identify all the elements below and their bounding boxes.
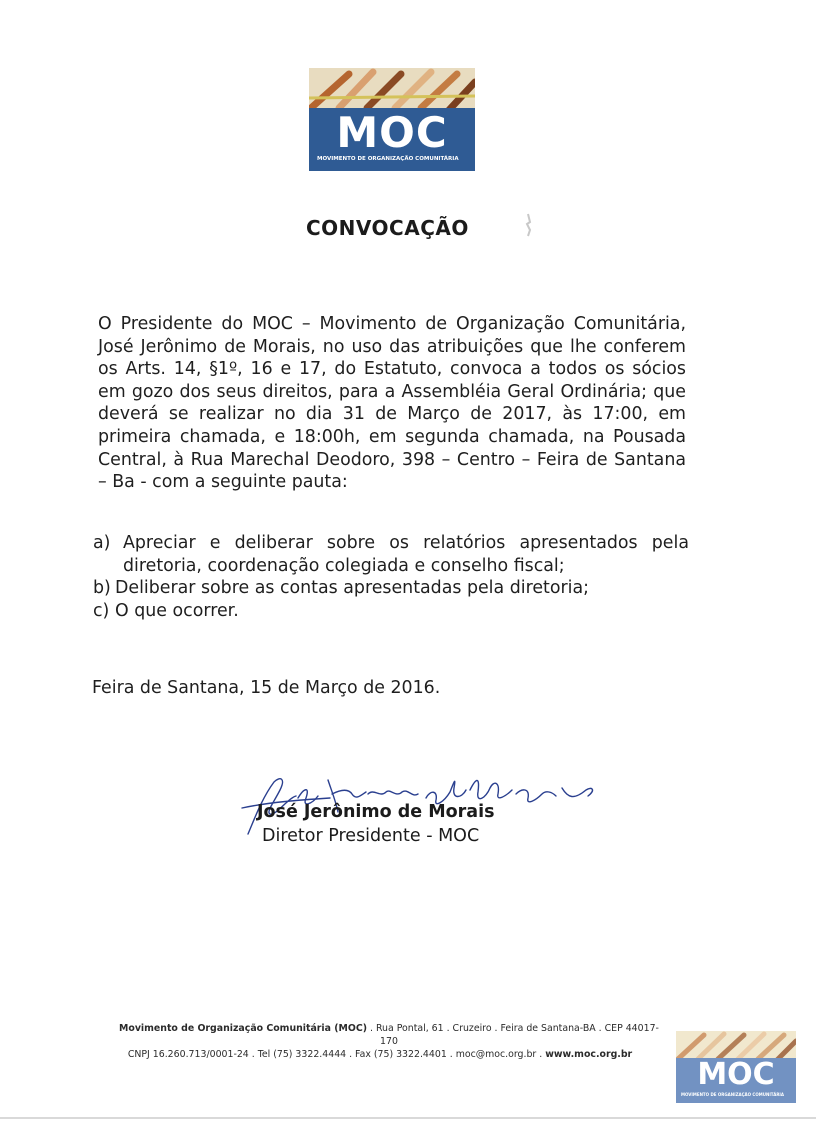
footer-contacts: CNPJ 16.260.713/0001-24 . Tel (75) 3322.4444 . Fax (75) 3322.4401 . moc@moc.org.br .: [127, 1049, 546, 1060]
footer-line-1: [100, 1022, 660, 1048]
agenda-marker: a): [93, 533, 111, 553]
agenda-item-b: [93, 577, 689, 600]
dateline: Feira de Santana, 15 de Março de 2016.: [92, 678, 441, 698]
agenda-list: [93, 532, 689, 622]
signatory-name: José Jerônimo de Morais: [257, 802, 495, 822]
scan-speck-icon: [523, 212, 533, 238]
agenda-marker: c): [93, 600, 110, 621]
logo-wordmark: MOC: [336, 108, 448, 157]
document-title: CONVOCAÇÃO: [306, 216, 469, 240]
footer-address: [100, 1022, 660, 1061]
agenda-item-a: [93, 532, 689, 577]
footer-address-text: . Rua Pontal, 61 . Cruzeiro . Feira de Santana-BA . CEP 44017-170: [367, 1023, 659, 1047]
logo-tagline: MOVIMENTO DE ORGANIZAÇÃO COMUNITÁRIA: [317, 156, 459, 162]
convocation-paragraph: O Presidente do MOC – Movimento de Organização Comunitária, José Jerônimo de Morais, no uso das atribuições que lhe conferem os Arts. 14, §1º, 16 e 17, do Estatuto, convoca a todos os sócios em gozo dos seus direitos, para a Assembléia Geral Ordinária; que deverá se realizar no dia 31 de Março de 2017, às 17:00, em primeira chamada, e 18:00h, em segunda chamada, na Pousada Central, à Rua Marechal Deodoro, 398 – Centro – Feira de Santana – Ba - com a seguinte pauta:: [98, 314, 686, 493]
logo-wordmark: MOC: [697, 1057, 775, 1092]
moc-logo-small: [676, 1031, 796, 1103]
signatory-role: Diretor Presidente - MOC: [262, 826, 480, 846]
agenda-text: Deliberar sobre as contas apresentadas pela diretoria;: [115, 578, 589, 599]
agenda-text: O que ocorrer.: [115, 600, 239, 621]
footer-website-link[interactable]: www.moc.org.br: [545, 1049, 633, 1060]
footer-line-2: [100, 1048, 660, 1061]
agenda-item-c: [93, 600, 689, 623]
agenda-marker: b): [93, 578, 111, 599]
footer-org-name: Movimento de Organização Comunitária (MOC): [119, 1023, 367, 1034]
agenda-text: Apreciar e deliberar sobre os relatórios apresentados pela diretoria, coordenação colegiada e conselho fiscal;: [123, 533, 689, 576]
page-edge-divider: [0, 1117, 816, 1119]
moc-logo: [309, 68, 475, 171]
logo-tagline: MOVIMENTO DE ORGANIZAÇÃO COMUNITÁRIA: [681, 1092, 784, 1097]
